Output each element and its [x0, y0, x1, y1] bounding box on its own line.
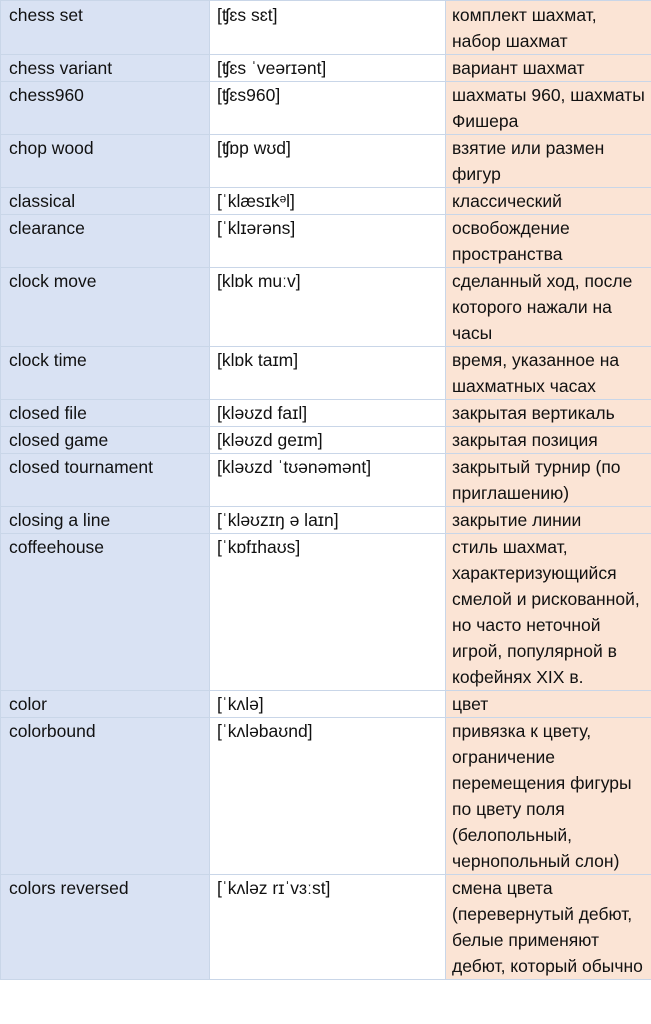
term-cell: clearance	[1, 215, 210, 268]
pronunciation-cell: [ˈklɪərəns]	[210, 215, 446, 268]
pronunciation-cell: [ʧɛs960]	[210, 82, 446, 135]
term-cell: closed game	[1, 427, 210, 454]
translation-cell: комплект шахмат, набор шахмат	[446, 1, 651, 55]
translation-cell: цвет	[446, 691, 651, 718]
translation-cell: смена цвета (перевернутый дебют, белые применяют дебют, который обычно	[446, 875, 651, 980]
term-cell: coffeehouse	[1, 534, 210, 691]
term-cell: chess960	[1, 82, 210, 135]
term-cell: closed file	[1, 400, 210, 427]
term-cell: colorbound	[1, 718, 210, 875]
table-row	[1, 268, 651, 347]
pronunciation-cell: [ˈkʌləz rɪˈvɜːst]	[210, 875, 446, 980]
term-cell: closed tournament	[1, 454, 210, 507]
translation-cell: закрытая позиция	[446, 427, 651, 454]
translation-cell: закрытие линии	[446, 507, 651, 534]
table-row	[1, 55, 651, 82]
pronunciation-cell: [ˈkʌlə]	[210, 691, 446, 718]
pronunciation-cell: [kləʊzd geɪm]	[210, 427, 446, 454]
table-row	[1, 82, 651, 135]
pronunciation-cell: [klɒk taɪm]	[210, 347, 446, 400]
table-row	[1, 534, 651, 691]
table-row	[1, 454, 651, 507]
translation-cell: взятие или размен фигур	[446, 135, 651, 188]
table-row	[1, 188, 651, 215]
term-cell: clock time	[1, 347, 210, 400]
pronunciation-cell: [ˈkləʊzɪŋ ə laɪn]	[210, 507, 446, 534]
pronunciation-cell: [ʧɛs ˈveərɪənt]	[210, 55, 446, 82]
term-cell: classical	[1, 188, 210, 215]
table-row	[1, 1, 651, 55]
table-row	[1, 427, 651, 454]
pronunciation-cell: [kləʊzd ˈtʊənəmənt]	[210, 454, 446, 507]
table-row	[1, 215, 651, 268]
table-row	[1, 400, 651, 427]
table-row	[1, 718, 651, 875]
table-row	[1, 347, 651, 400]
table-row	[1, 507, 651, 534]
term-cell: chess variant	[1, 55, 210, 82]
pronunciation-cell: [klɒk muːv]	[210, 268, 446, 347]
translation-cell: освобождение пространства	[446, 215, 651, 268]
translation-cell: закрытая вертикаль	[446, 400, 651, 427]
pronunciation-cell: [kləʊzd faɪl]	[210, 400, 446, 427]
translation-cell: классический	[446, 188, 651, 215]
term-cell: chess set	[1, 1, 210, 55]
table-row	[1, 135, 651, 188]
translation-cell: стиль шахмат, характеризующийся смелой и рискованной, но часто неточной игрой, популярной в кофейнях XIX в.	[446, 534, 651, 691]
translation-cell: сделанный ход, после которого нажали на часы	[446, 268, 651, 347]
translation-cell: шахматы 960, шахматы Фишера	[446, 82, 651, 135]
table-row	[1, 875, 651, 980]
translation-cell: вариант шахмат	[446, 55, 651, 82]
term-cell: closing a line	[1, 507, 210, 534]
translation-cell: закрытый турнир (по приглашению)	[446, 454, 651, 507]
pronunciation-cell: [ˈkɒfɪhaʊs]	[210, 534, 446, 691]
translation-cell: время, указанное на шахматных часах	[446, 347, 651, 400]
term-cell: clock move	[1, 268, 210, 347]
pronunciation-cell: [ˈkʌləbaʊnd]	[210, 718, 446, 875]
term-cell: chop wood	[1, 135, 210, 188]
pronunciation-cell: [ʧɒp wʊd]	[210, 135, 446, 188]
glossary-body	[1, 1, 651, 980]
pronunciation-cell: [ʧɛs sɛt]	[210, 1, 446, 55]
term-cell: colors reversed	[1, 875, 210, 980]
term-cell: color	[1, 691, 210, 718]
translation-cell: привязка к цвету, ограничение перемещения фигуры по цвету поля (белопольный, чернопольный слон)	[446, 718, 651, 875]
table-row	[1, 691, 651, 718]
pronunciation-cell: [ˈklæsɪkᵊl]	[210, 188, 446, 215]
